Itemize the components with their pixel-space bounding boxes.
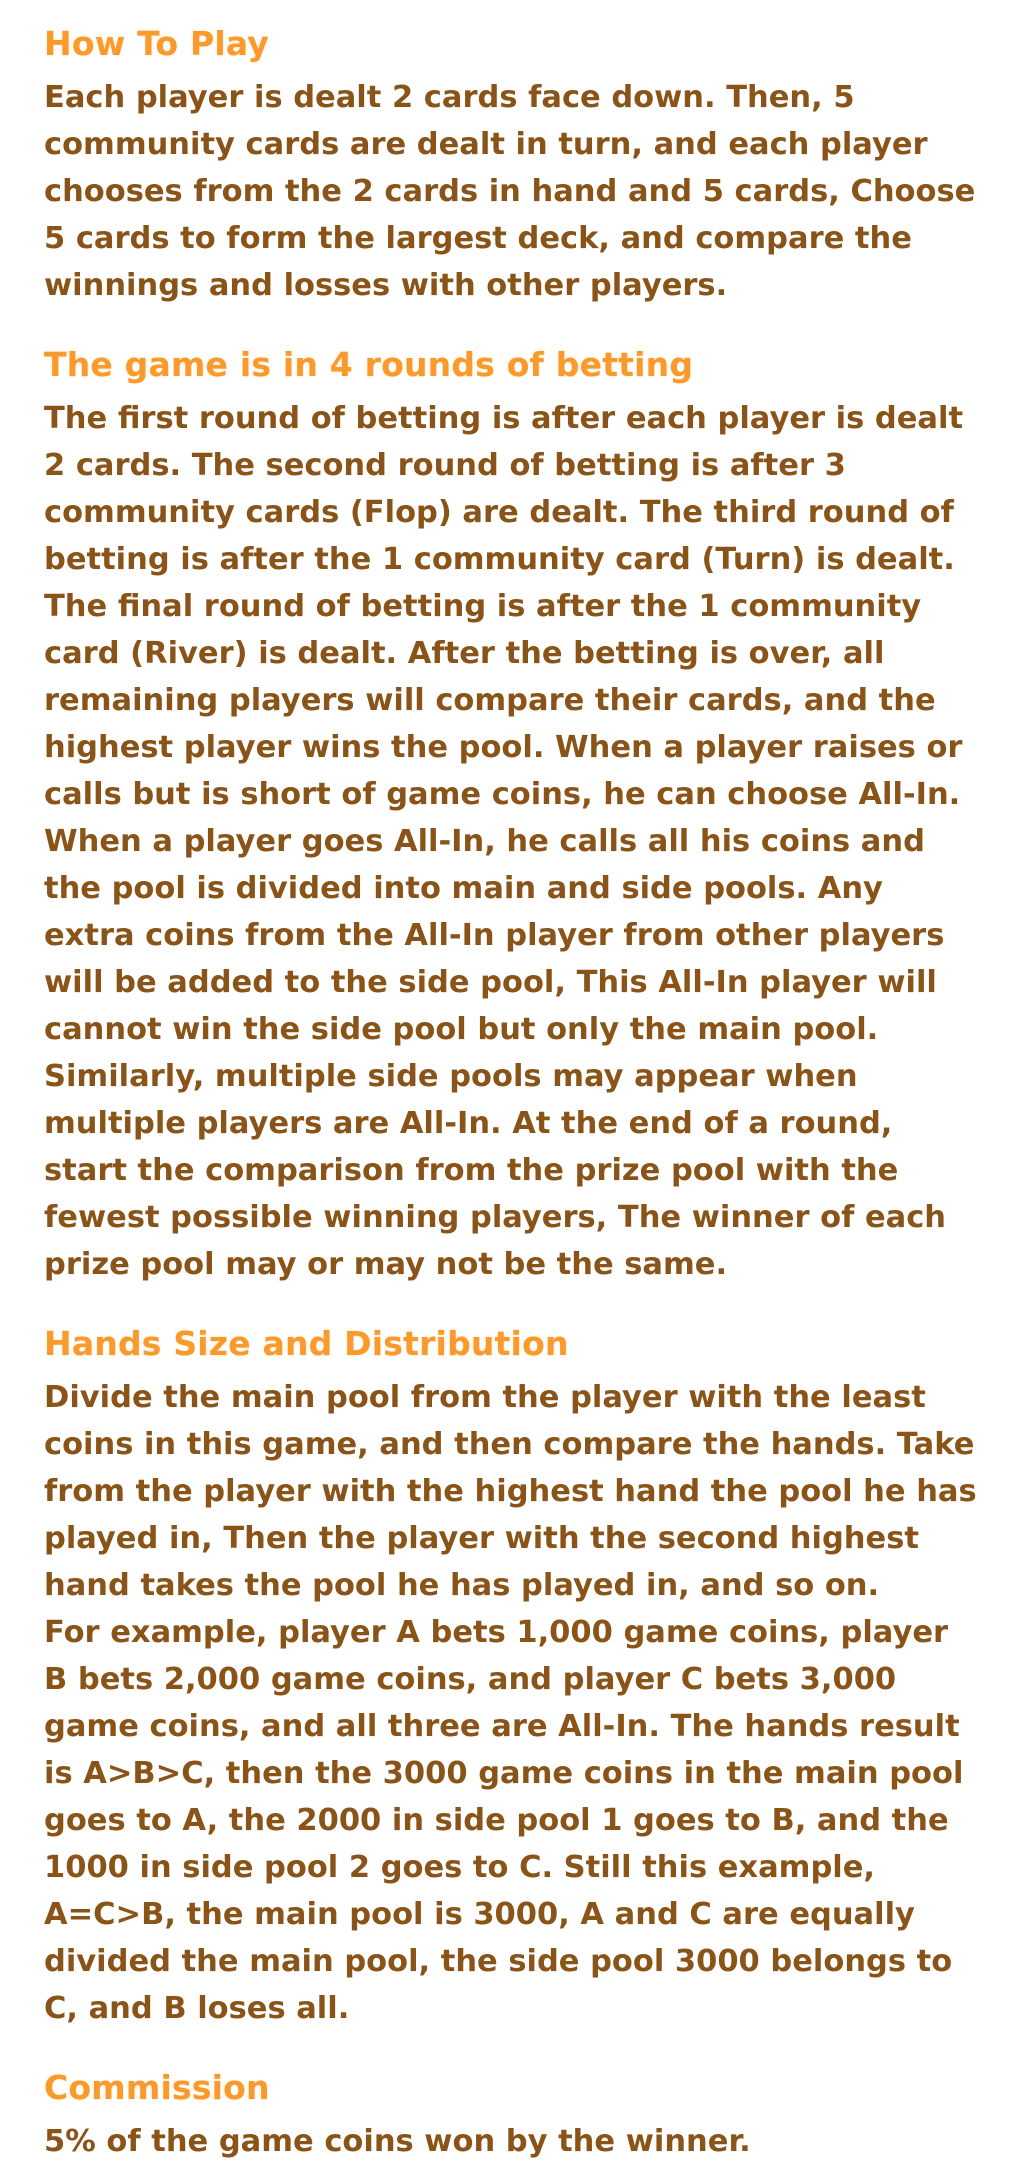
section-heading: Commission [44,2068,270,2107]
section-how-to-play [44,14,980,309]
section-betting-rounds [44,335,980,1288]
section-paragraph: The first round of betting is after each player is dealt 2 cards. The second round of betting is after 3 community cards (Flop) are dealt. The third round of betting is after the 1 community card (Turn) is dealt. The final round of betting is after the 1 community card (River) is dealt. After the betting is over, all remaining players will compare their cards, and the highest player wins the pool. When a player raises or calls but is short of game coins, he can choose All-In. When a player goes All-In, he calls all his coins and the pool is divided into main and side pools. Any extra coins from the All-In player from other players will be added to the side pool, This All-In player will cannot win the side pool but only the main pool. Similarly, multiple side pools may appear when multiple players are All-In. At the end of a round, start the comparison from the prize pool with the fewest possible winning players, The winner of each prize pool may or may not be the same. [44,401,964,1282]
section-paragraph: Divide the main pool from the player with the least coins in this game, and then compare the hands. Take from the player with the highest hand the pool he has played in, Then the player with the second highest hand takes the pool he has played in, and so on. [44,1380,977,1603]
section-heading: The game is in 4 rounds of betting [44,345,694,384]
section-paragraph: 5% of the game coins won by the winner. [44,2124,751,2159]
section-heading: Hands Size and Distribution [44,1324,569,1363]
section-paragraph: For example, player A bets 1,000 game coins, player B bets 2,000 game coins, and player C bets 3,000 game coins, and all three are All-In. The hands result is A>B>C, then the 3000 game coins in the main pool goes to A, the 2000 in side pool 1 goes to B, and the 1000 in side pool 2 goes to C. Still this example, A=C>B, the main pool is 3000, A and C are equally divided the main pool, the side pool 3000 belongs to C, and B loses all. [44,1615,964,2026]
section-hands-distribution [44,1314,980,2032]
section-commission [44,2058,980,2165]
section-paragraph: Each player is dealt 2 cards face down. Then, 5 community cards are dealt in turn, and each player chooses from the 2 cards in hand and 5 cards, Choose 5 cards to form the largest deck, and compare the winnings and losses with other players. [44,80,976,303]
section-heading: How To Play [44,24,270,63]
